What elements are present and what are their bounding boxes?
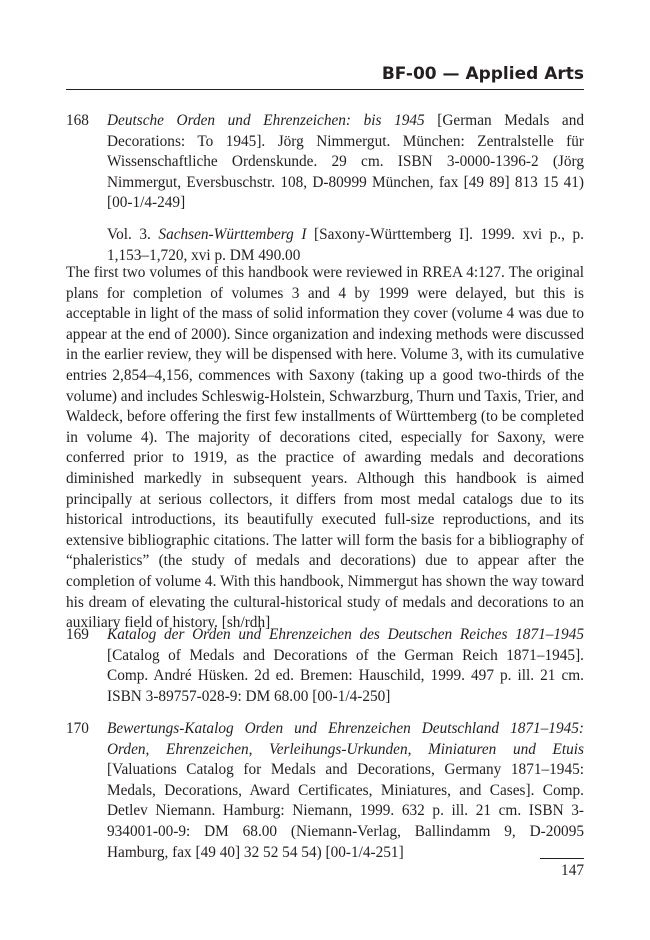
entry-number: 170 (66, 720, 89, 737)
volume-title: Sachsen-Württemberg I (158, 225, 307, 243)
entry-number: 168 (66, 112, 89, 129)
entry-details: [Valuations Catalog for Medals and Decorations, Germany 1871–1945: Medals, Decorations, Award Certificates, Miniatures, and Cases]. Comp. Detlev Niemann. Hamburg: Niemann, 1999. 632 p. ill. 21 cm. ISBN 3-934001-00-9: DM 68.00 (Niemann-Verlag, Ballindamm 9, D-20095 Hamburg, fax [49 40] 32 52 54 54) [00-1/4-251] (107, 761, 584, 861)
entry-170 (66, 719, 584, 863)
entry-title: Deutsche Orden und Ehrenzeichen: bis 1945 (107, 112, 425, 129)
volume-prefix: Vol. 3. (107, 225, 159, 243)
header-rule (66, 89, 584, 90)
review-paragraph: The first two volumes of this handbook were reviewed in RREA 4:127. The original plans for completion of volumes 3 and 4 by 1999 were delayed, but this is acceptable in light of the mass of solid information they cover (volume 4 was due to appear at the end of 2000). Since organization and indexing methods were discussed in the earlier review, they will be dispensed with here. Volume 3, with its cumulative entries 2,854–4,156, commences with Saxony (taking up a good two-thirds of the volume) and includes Schleswig-Holstein, Schwarzburg, Thurn und Taxis, Trier, and Waldeck, before offering the first few installments of Württemberg (to be completed in volume 4). The majority of decorations cited, especially for Saxony, were conferred prior to 1919, as the practice of awarding medals and decorations diminished markedly in subsequent years. Although this handbook is aimed principally at serious collectors, it differs from most medal catalogs due to its historical introductions, its beautifully executed full-size reproductions, and its extensive bibliographic citations. The latter will form the basis for a bibliography of “phaleristics” (the study of medals and decorations) due to appear after the completion of volume 4. With this handbook, Nimmergut has shown the way toward his dream of elevating the cultural-historical study of medals and decorations to an auxiliary field of history. [sh/rdh] (66, 264, 584, 632)
footer-rule (540, 858, 584, 859)
entry-citation (107, 111, 584, 214)
page-number: 147 (561, 862, 584, 879)
entry-citation (107, 719, 584, 863)
entry-volume-citation (107, 225, 584, 266)
entry-168 (66, 111, 584, 266)
entry-title: Katalog der Orden und Ehrenzeichen des Deutschen Reiches 1871–1945 (107, 626, 584, 643)
entry-details: [German Medals and Decorations: To 1945]. Jörg Nimmergut. München: Zentralstelle für Wissenschaftliche Ordenskunde. 29 cm. ISBN 3-0000-1396-2 (Jörg Nimmergut, Eversbuschstr. 108, D-80999 München, fax [49 89] 813 15 41) [00-1/4-249] (107, 112, 584, 212)
entry-169 (66, 625, 584, 707)
entry-number: 169 (66, 626, 89, 643)
entry-details: [Catalog of Medals and Decorations of the German Reich 1871–1945]. Comp. André Hüsken. 2d ed. Bremen: Hauschild, 1999. 497 p. ill. 21 cm. ISBN 3-89757-028-9: DM 68.00 [00-1/4-250] (107, 646, 584, 705)
entry-citation (107, 625, 584, 707)
running-header: BF-00 — Applied Arts (381, 64, 584, 84)
volume-details: [Saxony-Württemberg I]. 1999. xvi p., p. 1,153–1,720, xvi p. DM 490.00 (107, 225, 585, 264)
entry-title: Bewertungs-Katalog Orden und Ehrenzeichen Deutschland 1871–1945: Orden, Ehrenzeichen, Verleihungs-Urkunden, Miniaturen und Etuis (107, 720, 584, 758)
